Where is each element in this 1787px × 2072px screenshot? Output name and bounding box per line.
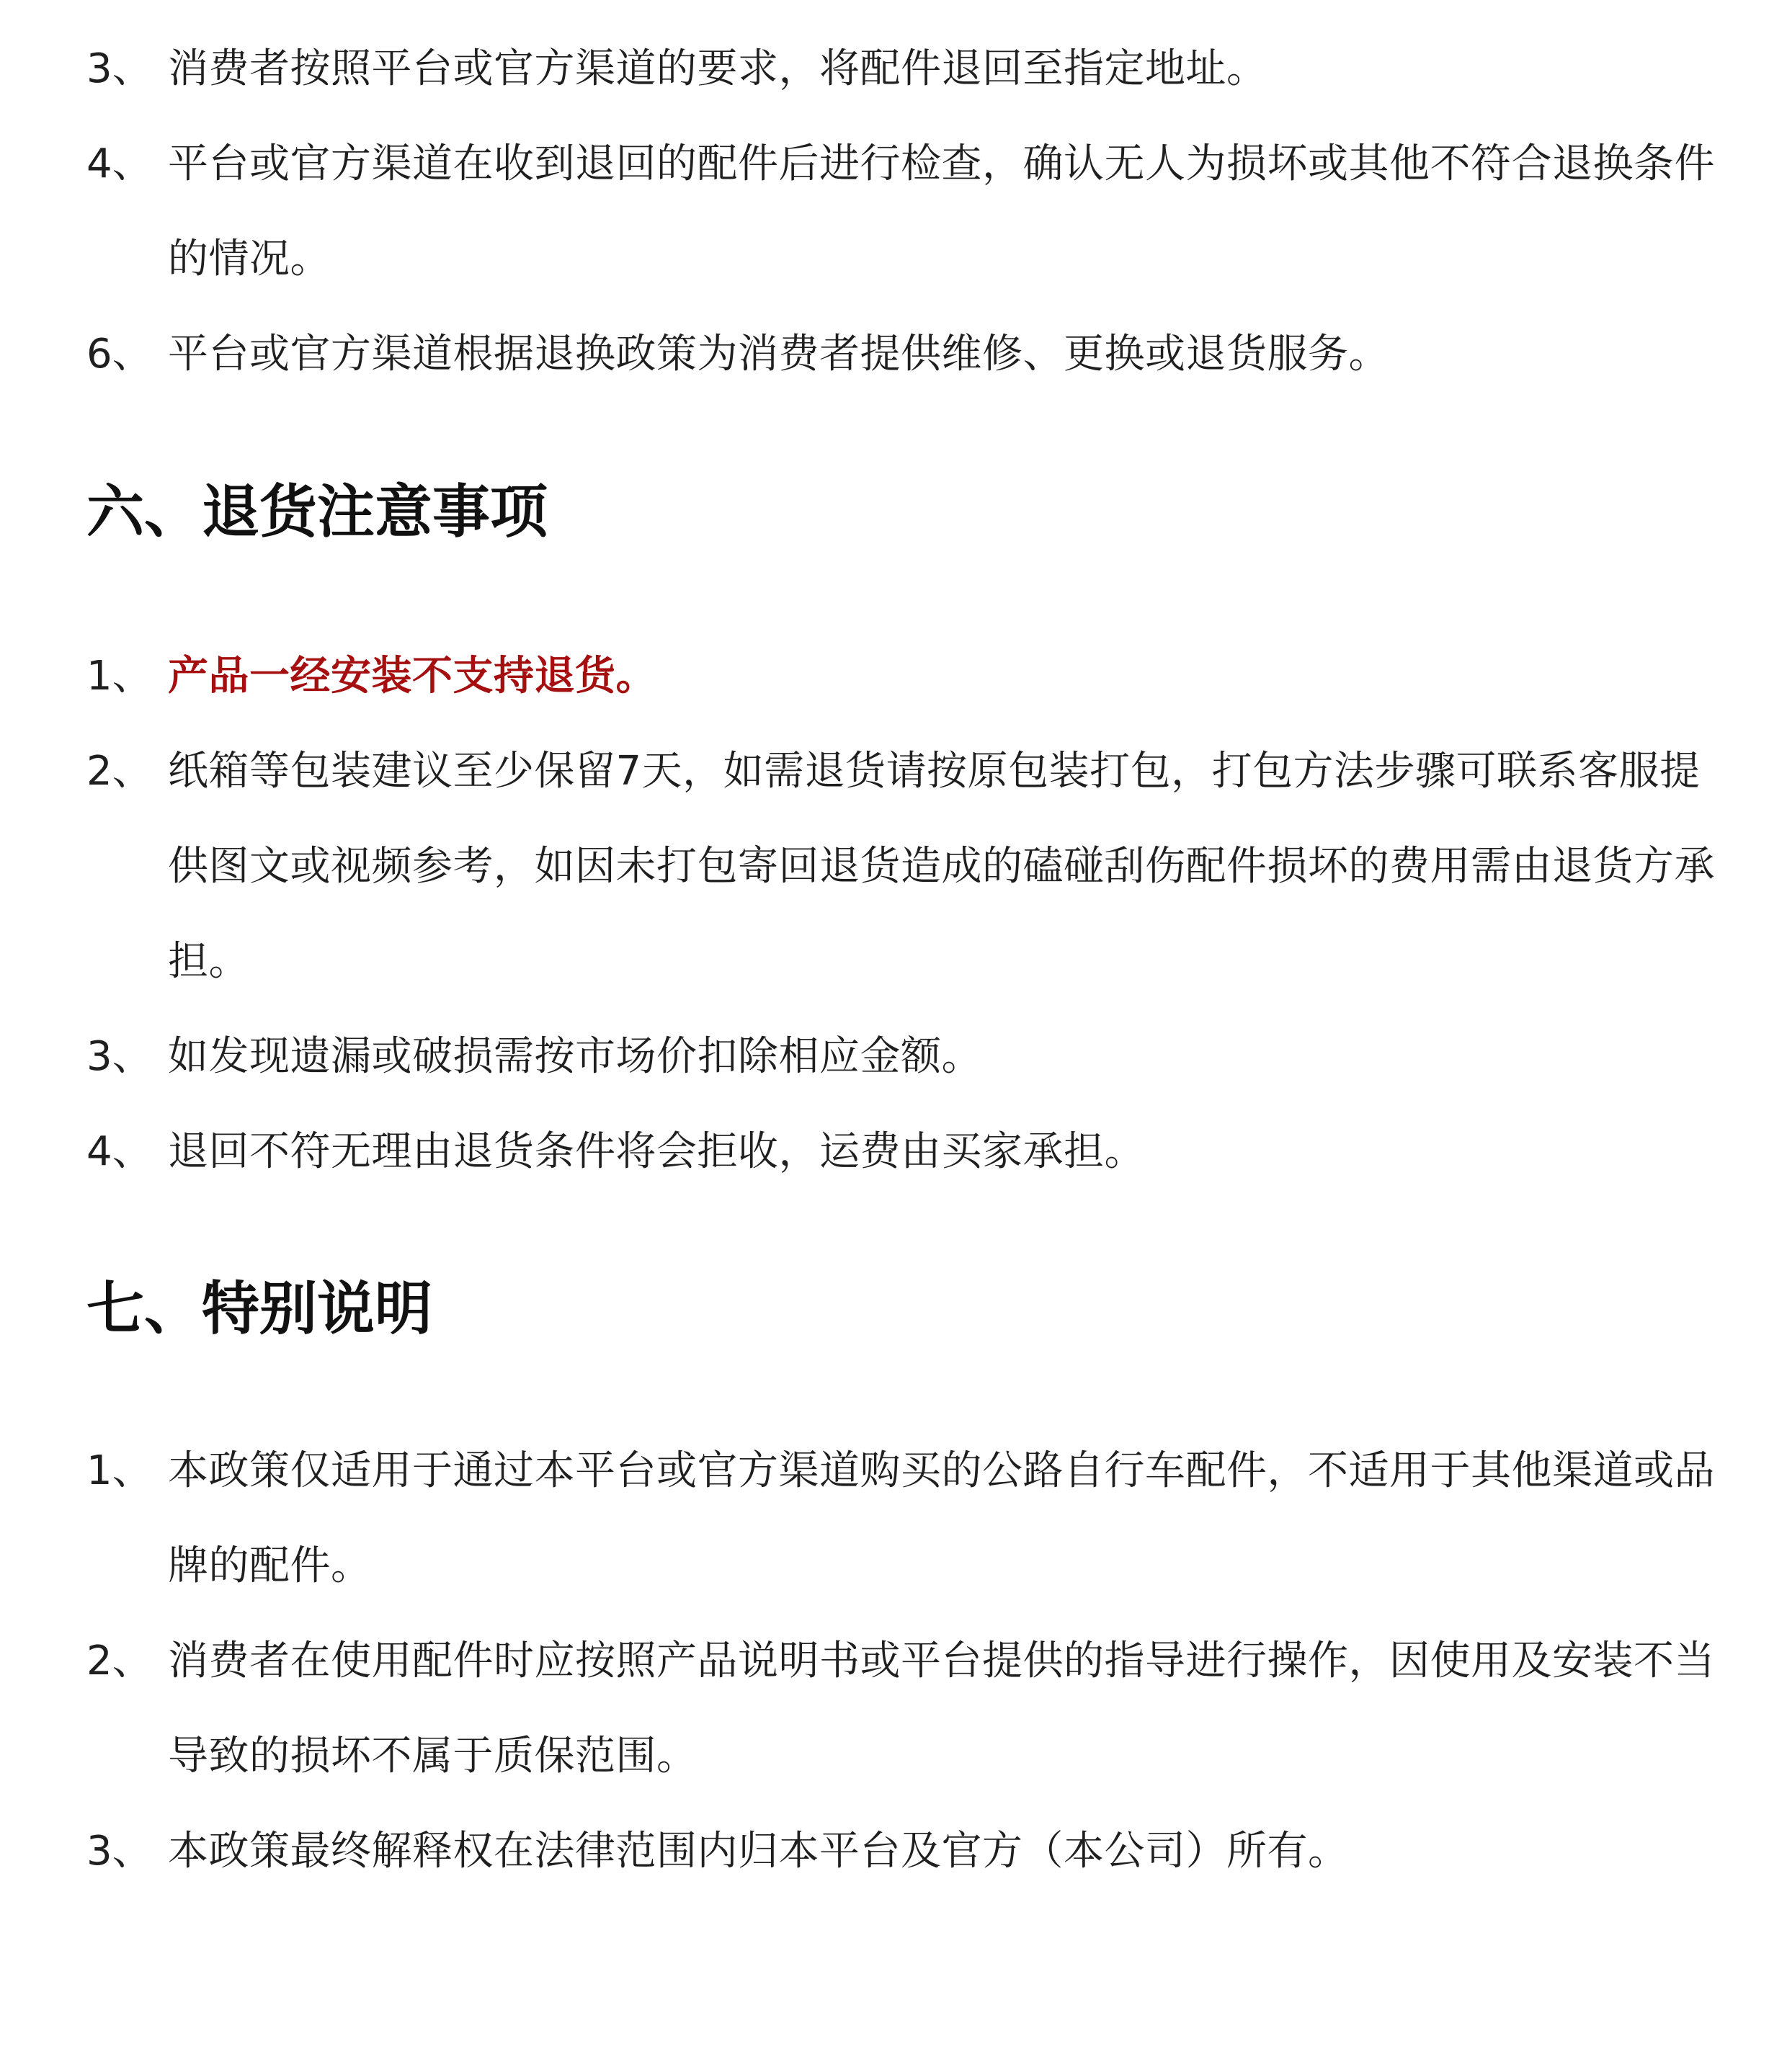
list-item xyxy=(86,1009,1715,1104)
list-item-text: 消费者在使用配件时应按照产品说明书或平台提供的指导进行操作，因使用及安装不当导致的损坏不属于质保范围。 xyxy=(168,1638,1715,1779)
list-item-number: 2、 xyxy=(86,1638,153,1684)
section-heading-returns-notes: 六、退货注意事项 xyxy=(86,478,548,545)
list-item xyxy=(86,1614,1715,1804)
list-item-text: 退回不符无理由退货条件将会拒收，运费由买家承担。 xyxy=(168,1128,1145,1175)
list-item-number: 4、 xyxy=(86,140,153,187)
list-item-number: 6、 xyxy=(86,331,153,378)
list-item xyxy=(86,307,1715,402)
list-item-number: 4、 xyxy=(86,1128,153,1175)
list-item-number: 2、 xyxy=(86,748,153,795)
list-item-text: 本政策最终解释权在法律范围内归本平台及官方（本公司）所有。 xyxy=(168,1828,1349,1875)
section-heading-special-notes: 七、特别说明 xyxy=(86,1275,432,1342)
list-item-number: 3、 xyxy=(86,45,153,92)
list-item-text: 平台或官方渠道根据退换政策为消费者提供维修、更换或退货服务。 xyxy=(168,331,1389,378)
list-item xyxy=(86,1804,1715,1899)
list-item-text: 如发现遗漏或破损需按市场价扣除相应金额。 xyxy=(168,1033,982,1080)
list-item-text: 纸箱等包装建议至少保留7天，如需退货请按原包装打包，打包方法步骤可联系客服提供图文或视频参考，如因未打包寄回退货造成的磕碰刮伤配件损坏的费用需由退货方承担。 xyxy=(168,748,1715,985)
list-item xyxy=(86,117,1715,307)
list-item-text: 本政策仅适用于通过本平台或官方渠道购买的公路自行车配件，不适用于其他渠道或品牌的配件。 xyxy=(168,1447,1715,1589)
list-item-text: 平台或官方渠道在收到退回的配件后进行检查，确认无人为损坏或其他不符合退换条件的情况。 xyxy=(168,140,1715,282)
list-item-text: 消费者按照平台或官方渠道的要求，将配件退回至指定地址。 xyxy=(168,45,1267,92)
list-item xyxy=(86,22,1715,117)
list-item-number: 1、 xyxy=(86,1447,153,1494)
list-item xyxy=(86,1104,1715,1200)
list-item-number: 1、 xyxy=(86,653,153,700)
list-item xyxy=(86,724,1715,1009)
list-item xyxy=(86,629,1715,724)
list-item-number: 3、 xyxy=(86,1033,153,1080)
list-item xyxy=(86,1424,1715,1614)
list-item-number: 3、 xyxy=(86,1828,153,1875)
list-item-text-highlight: 产品一经安装不支持退货。 xyxy=(168,653,656,700)
